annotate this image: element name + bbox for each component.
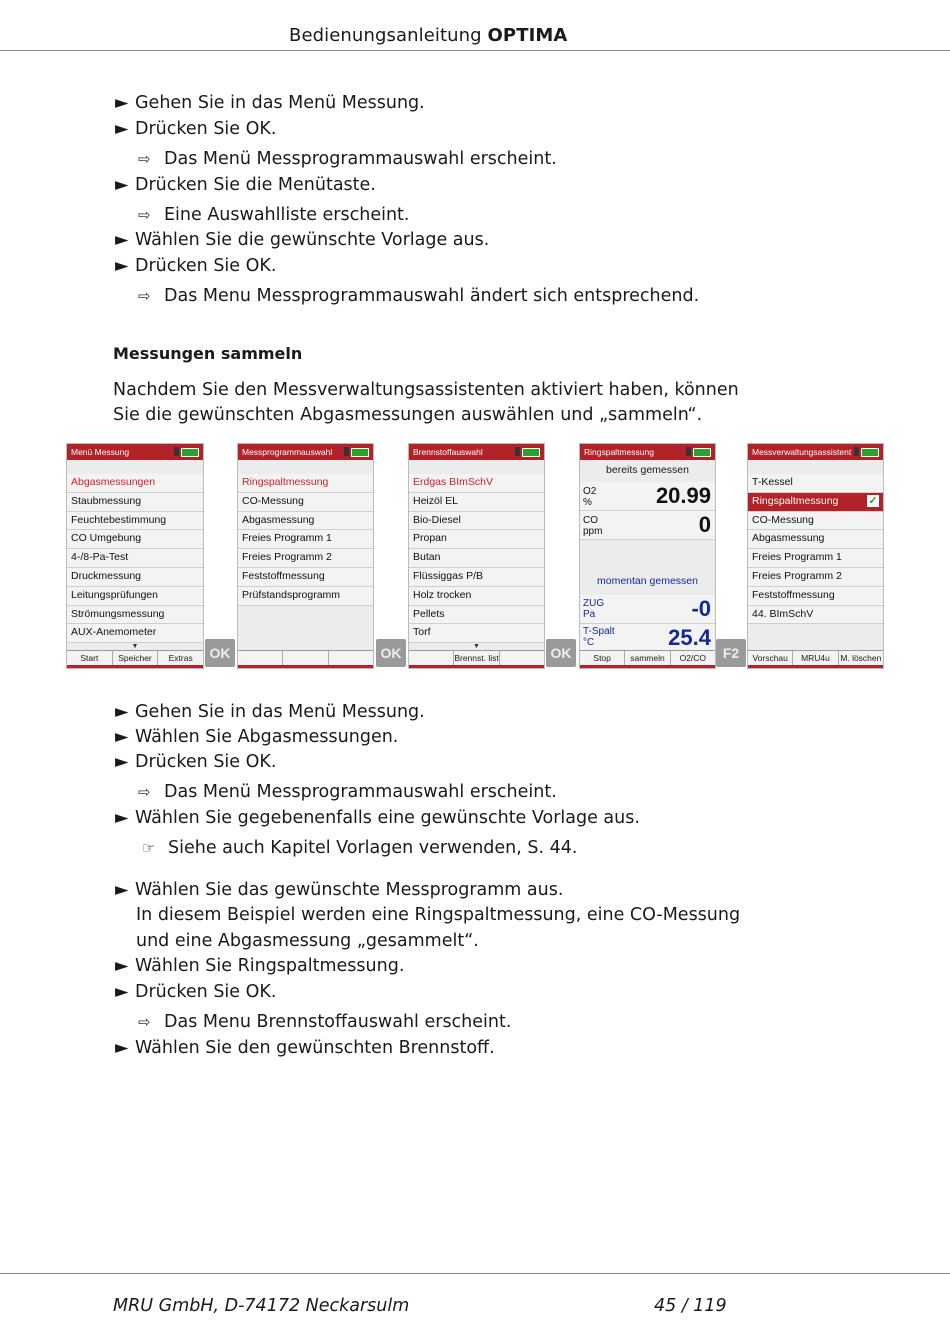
softkey-o2-co[interactable]: O2/CO	[670, 651, 715, 665]
bullet-icon: ►	[115, 119, 129, 139]
battery-icon	[693, 448, 711, 457]
menu-item[interactable]: Feststoffmessung	[748, 587, 883, 606]
zug-value: -0	[691, 596, 711, 621]
menu-item[interactable]: Holz trocken	[409, 587, 544, 606]
bullet-icon: ►	[115, 256, 129, 276]
menu-item[interactable]: T-Kessel	[748, 474, 883, 493]
reference-line: ☞ Siehe auch Kapitel Vorlagen verwenden, S. 44.	[142, 838, 578, 858]
device-screen-menu-messung	[66, 443, 204, 669]
section-paragraph-line: Nachdem Sie den Messverwaltungsassistenten aktiviert haben, können	[113, 380, 739, 400]
instruction-line: ► Drücken Sie OK.	[115, 982, 277, 1002]
menu-item[interactable]: Erdgas BImSchV	[409, 474, 544, 493]
screen-menu-list	[67, 474, 203, 653]
ok-button[interactable]: OK	[546, 639, 576, 667]
device-screen-messprogrammauswahl	[237, 443, 374, 669]
menu-item[interactable]: CO-Messung	[748, 512, 883, 531]
softkey-bar	[409, 650, 544, 665]
menu-item[interactable]: Abgasmessung	[748, 530, 883, 549]
o2-label: O2	[583, 486, 597, 497]
menu-item[interactable]: Torf	[409, 624, 544, 643]
measured-header: bereits gemessen	[606, 464, 689, 476]
menu-item[interactable]: Staubmessung	[67, 493, 203, 512]
tspalt-label: T-Spalt	[583, 626, 615, 637]
instruction-line: ► Wählen Sie den gewünschten Brennstoff.	[115, 1038, 495, 1058]
menu-item[interactable]: Strömungsmessung	[67, 606, 203, 625]
screen-bottom-bar	[748, 665, 883, 668]
current-header: momentan gemessen	[597, 575, 698, 587]
softkey-stop[interactable]: Stop	[593, 653, 611, 663]
header-title-plain: Bedienungsanleitung	[289, 25, 482, 46]
result-line: ⇨ Eine Auswahlliste erscheint.	[138, 205, 410, 225]
screen-menu-list	[409, 474, 544, 653]
footer-rule	[0, 1273, 950, 1274]
softkey-empty[interactable]	[238, 651, 282, 665]
header-title-bold: OPTIMA	[487, 25, 568, 46]
o2-unit: %	[583, 497, 592, 508]
device-screen-ringspaltmessung	[579, 443, 716, 669]
softkey-empty[interactable]	[328, 651, 373, 665]
co-unit: ppm	[583, 526, 603, 537]
bullet-icon: ►	[115, 1038, 129, 1058]
menu-item[interactable]: Druckmessung	[67, 568, 203, 587]
softkey-bar	[67, 650, 203, 665]
result-line: ⇨ Das Menü Messprogrammauswahl erscheint.	[138, 149, 557, 169]
instruction-line: ► Wählen Sie die gewünschte Vorlage aus.	[115, 230, 490, 250]
menu-item[interactable]: Abgasmessungen	[67, 474, 203, 493]
value-row-co	[580, 511, 715, 540]
softkey-extras[interactable]: Extras	[157, 651, 203, 665]
plug-icon	[174, 447, 179, 456]
menu-item[interactable]: Prüfstandsprogramm	[238, 587, 373, 606]
menu-item[interactable]: Heizöl EL	[409, 493, 544, 512]
menu-item[interactable]: Ringspaltmessung	[238, 474, 373, 493]
battery-icon	[351, 448, 369, 457]
section-paragraph-line: Sie die gewünschten Abgasmessungen auswählen und „sammeln“.	[113, 405, 703, 425]
continuation-line: und eine Abgasmessung „gesammelt“.	[136, 931, 479, 951]
softkey-speicher[interactable]: Speicher	[112, 651, 158, 665]
softkey-bar	[238, 650, 373, 665]
screen-menu-list	[238, 474, 373, 606]
result-arrow-icon: ⇨	[138, 783, 151, 801]
result-arrow-icon: ⇨	[138, 1013, 151, 1031]
menu-item[interactable]: Freies Programm 2	[748, 568, 883, 587]
hand-pointer-icon: ☞	[142, 839, 156, 857]
header-title	[289, 25, 567, 46]
instruction-line: ► Wählen Sie Abgasmessungen.	[115, 727, 399, 747]
softkey-mru4u[interactable]: MRU4u	[792, 651, 837, 665]
result-line: ⇨ Das Menu Messprogrammauswahl ändert sich entsprechend.	[138, 286, 700, 306]
menu-item[interactable]: 44. BImSchV	[748, 606, 883, 625]
ok-button[interactable]: OK	[376, 639, 406, 667]
instruction-line: ► Gehen Sie in das Menü Messung.	[115, 93, 425, 113]
screen-title-bar: Ringspaltmessung	[580, 444, 715, 460]
screen-menu-list	[748, 474, 883, 624]
instruction-line: ► Drücken Sie OK.	[115, 256, 277, 276]
bullet-icon: ►	[115, 727, 129, 747]
bullet-icon: ►	[115, 93, 129, 113]
co-value: 0	[698, 512, 711, 537]
result-arrow-icon: ⇨	[138, 206, 151, 224]
softkey-bar	[748, 650, 883, 665]
bullet-icon: ►	[115, 175, 129, 195]
check-icon: ✓	[868, 494, 878, 507]
result-line: ⇨ Das Menu Brennstoffauswahl erscheint.	[138, 1012, 512, 1032]
page-header	[0, 22, 950, 51]
instruction-line: ► Wählen Sie Ringspaltmessung.	[115, 956, 405, 976]
plug-icon	[686, 447, 691, 456]
menu-item-selected[interactable]: Ringspaltmessung ✓	[748, 493, 883, 512]
bullet-icon: ►	[115, 956, 129, 976]
bullet-icon: ►	[115, 702, 129, 722]
plug-icon	[344, 447, 349, 456]
result-arrow-icon: ⇨	[138, 287, 151, 305]
menu-item[interactable]: Feststoffmessung	[238, 568, 373, 587]
softkey-empty[interactable]	[409, 651, 453, 665]
instruction-line: ► Drücken Sie OK.	[115, 119, 277, 139]
screen-title-bar: Menü Messung	[67, 444, 203, 460]
device-screen-brennstoffauswahl	[408, 443, 545, 669]
menu-item[interactable]: Bio-Diesel	[409, 512, 544, 531]
menu-item[interactable]: Freies Programm 1	[238, 530, 373, 549]
screen-bottom-bar	[67, 665, 203, 668]
screen-bottom-bar	[238, 665, 373, 668]
softkey-sammeln[interactable]: sammeln	[624, 651, 669, 665]
instruction-line: ► Wählen Sie das gewünschte Messprogramm aus.	[115, 880, 564, 900]
softkey-brennst-list[interactable]: Brennst. list	[454, 653, 499, 663]
value-row-tspalt	[580, 624, 715, 653]
softkey-vorschau[interactable]: Vorschau	[752, 653, 788, 663]
menu-item[interactable]: Abgasmessung	[238, 512, 373, 531]
page-number: 45 / 119	[654, 1296, 727, 1316]
value-row-o2	[580, 482, 715, 511]
menu-item[interactable]: AUX-Anemometer	[67, 624, 203, 643]
value-row-zug	[580, 595, 715, 624]
footer-company: MRU GmbH, D-74172 Neckarsulm	[113, 1296, 410, 1316]
scroll-down-icon: ▼	[131, 643, 139, 651]
battery-icon	[181, 448, 199, 457]
zug-unit: Pa	[583, 609, 596, 620]
screen-title-bar: Brennstoffauswahl	[409, 444, 544, 460]
menu-item[interactable]: CO-Messung	[238, 493, 373, 512]
menu-item[interactable]: Feuchtebestimmung	[67, 512, 203, 531]
tspalt-value: 25.4	[668, 625, 711, 650]
screen-title-bar: Messprogrammauswahl	[238, 444, 373, 460]
o2-value: 20.99	[655, 483, 711, 508]
instruction-line: ► Drücken Sie OK.	[115, 752, 277, 772]
menu-item[interactable]: Freies Programm 1	[748, 549, 883, 568]
device-screen-messverwaltungsassistent	[747, 443, 884, 669]
menu-item[interactable]: Butan	[409, 549, 544, 568]
result-line: ⇨ Das Menü Messprogrammauswahl erscheint.	[138, 782, 557, 802]
menu-item[interactable]: Leitungsprüfungen	[67, 587, 203, 606]
continuation-line: In diesem Beispiel werden eine Ringspaltmessung, eine CO-Messung	[136, 905, 741, 925]
instruction-line: ► Gehen Sie in das Menü Messung.	[115, 702, 425, 722]
plug-icon	[515, 447, 520, 456]
co-label: CO	[583, 515, 598, 526]
bullet-icon: ►	[115, 982, 129, 1002]
f2-button[interactable]: F2	[716, 639, 746, 667]
softkey-empty[interactable]	[282, 651, 327, 665]
tspalt-unit: °C	[583, 637, 595, 648]
screen-bottom-bar	[580, 665, 715, 668]
bullet-icon: ►	[115, 880, 129, 900]
menu-item[interactable]: 4-/8-Pa-Test	[67, 549, 203, 568]
battery-icon	[522, 448, 540, 457]
menu-item[interactable]: CO Umgebung	[67, 530, 203, 549]
zug-label: ZUG	[583, 598, 605, 609]
ok-button[interactable]: OK	[205, 639, 235, 667]
bullet-icon: ►	[115, 230, 129, 250]
instruction-line: ► Wählen Sie gegebenenfalls eine gewünschte Vorlage aus.	[115, 808, 640, 828]
softkey-bar	[580, 650, 715, 665]
screen-bottom-bar	[409, 665, 544, 668]
softkey-m-loeschen[interactable]: M. löschen	[838, 651, 883, 665]
screen-title-bar: Messverwaltungsassistent	[748, 444, 883, 460]
menu-item[interactable]: Pellets	[409, 606, 544, 625]
softkey-start[interactable]: Start	[80, 653, 99, 663]
menu-item[interactable]: Propan	[409, 530, 544, 549]
menu-item[interactable]: Freies Programm 2	[238, 549, 373, 568]
bullet-icon: ►	[115, 752, 129, 772]
section-heading: Messungen sammeln	[113, 344, 303, 363]
plug-icon	[854, 447, 859, 456]
battery-icon	[861, 448, 879, 457]
result-arrow-icon: ⇨	[138, 150, 151, 168]
softkey-empty[interactable]	[499, 651, 544, 665]
bullet-icon: ►	[115, 808, 129, 828]
menu-item[interactable]: Flüssiggas P/B	[409, 568, 544, 587]
scroll-down-icon: ▼	[473, 643, 480, 651]
instruction-line: ► Drücken Sie die Menütaste.	[115, 175, 376, 195]
